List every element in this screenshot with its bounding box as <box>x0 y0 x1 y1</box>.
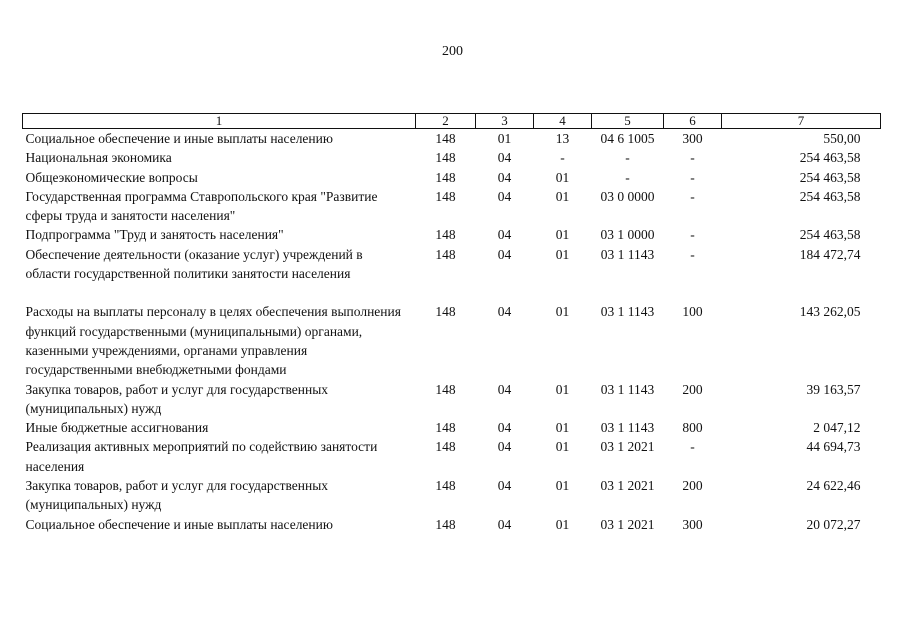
amount-cell: 184 472,74 <box>799 246 861 262</box>
expense-type-cell: - <box>690 150 695 166</box>
column-header: 5 <box>592 114 664 129</box>
chapter-code-cell: 148 <box>435 420 456 436</box>
column-header: 4 <box>534 114 592 129</box>
expense-type-cell: 800 <box>682 420 703 436</box>
table-row <box>23 129 881 149</box>
row-name-cell: Реализация активных мероприятий по содействию занятости населения <box>25 439 378 474</box>
column-header: 7 <box>722 114 881 129</box>
subsection-code-cell: 01 <box>555 381 570 397</box>
column-header: 3 <box>476 114 534 129</box>
subsection-code-cell: 01 <box>555 246 570 262</box>
target-article-cell: 03 1 0000 <box>600 227 655 243</box>
target-article-cell: 03 1 2021 <box>600 439 655 455</box>
expense-type-cell: 100 <box>682 304 703 320</box>
section-code-cell: 04 <box>497 439 512 455</box>
section-code-cell: 04 <box>497 246 512 262</box>
table-row <box>23 380 881 419</box>
amount-cell: 254 463,58 <box>799 188 861 204</box>
section-code-cell: 04 <box>497 188 512 204</box>
chapter-code-cell: 148 <box>435 304 456 320</box>
subsection-code-cell: - <box>560 150 565 166</box>
chapter-code-cell: 148 <box>435 169 456 185</box>
row-name-cell: Закупка товаров, работ и услуг для государственных (муниципальных) нужд <box>25 381 329 416</box>
chapter-code-cell: 148 <box>435 227 456 243</box>
table-body <box>23 129 881 534</box>
expense-type-cell: 200 <box>682 381 703 397</box>
expense-type-cell: 300 <box>682 131 703 146</box>
column-header: 6 <box>664 114 722 129</box>
table-row <box>23 168 881 187</box>
expense-type-cell: 200 <box>682 478 703 494</box>
table-row <box>23 476 881 515</box>
subsection-code-cell: 13 <box>555 131 570 146</box>
target-article-cell: 03 1 1143 <box>600 420 655 436</box>
chapter-code-cell: 148 <box>435 478 456 494</box>
section-code-cell: 04 <box>497 516 512 532</box>
expense-type-cell: - <box>690 188 695 204</box>
row-name-cell: Национальная экономика <box>25 150 172 166</box>
subsection-code-cell: 01 <box>555 227 570 243</box>
expense-type-cell: 300 <box>682 516 703 532</box>
chapter-code-cell: 148 <box>435 516 456 532</box>
table-row <box>23 245 881 303</box>
table-header-row <box>23 114 881 129</box>
target-article-cell: - <box>625 169 630 185</box>
chapter-code-cell: 148 <box>435 246 456 262</box>
chapter-code-cell: 148 <box>435 131 456 146</box>
chapter-code-cell: 148 <box>435 439 456 455</box>
row-name-cell: Обеспечение деятельности (оказание услуг) учреждений в области государственной политики занятости населения <box>25 246 363 282</box>
chapter-code-cell: 148 <box>435 381 456 397</box>
subsection-code-cell: 01 <box>555 304 570 320</box>
section-code-cell: 01 <box>497 131 512 146</box>
target-article-cell: 03 1 1143 <box>600 381 655 397</box>
row-name-cell: Государственная программа Ставропольского края "Развитие сферы труда и занятости населения" <box>25 188 378 224</box>
amount-cell: 254 463,58 <box>799 150 861 166</box>
amount-cell: 44 694,73 <box>806 439 861 455</box>
amount-cell: 20 072,27 <box>806 516 861 532</box>
subsection-code-cell: 01 <box>555 516 570 532</box>
section-code-cell: 04 <box>497 420 512 436</box>
table-row <box>23 187 881 226</box>
expense-type-cell: - <box>690 246 695 262</box>
table-row <box>23 437 881 476</box>
table-row <box>23 225 881 244</box>
amount-cell: 254 463,58 <box>799 227 861 243</box>
table-row <box>23 148 881 167</box>
section-code-cell: 04 <box>497 169 512 185</box>
amount-cell: 39 163,57 <box>806 381 861 397</box>
expense-type-cell: - <box>690 439 695 455</box>
row-name-cell: Иные бюджетные ассигнования <box>25 420 209 436</box>
amount-cell: 254 463,58 <box>799 169 861 185</box>
subsection-code-cell: 01 <box>555 169 570 185</box>
target-article-cell: 03 1 2021 <box>600 478 655 494</box>
expense-type-cell: - <box>690 227 695 243</box>
table-row <box>23 302 881 379</box>
subsection-code-cell: 01 <box>555 188 570 204</box>
section-code-cell: 04 <box>497 478 512 494</box>
row-name-cell: Закупка товаров, работ и услуг для государственных (муниципальных) нужд <box>25 478 329 513</box>
target-article-cell: - <box>625 150 630 166</box>
chapter-code-cell: 148 <box>435 188 456 204</box>
column-header: 2 <box>416 114 476 129</box>
row-name-cell: Социальное обеспечение и иные выплаты населению <box>25 131 333 146</box>
section-code-cell: 04 <box>497 227 512 243</box>
amount-cell: 2 047,12 <box>813 420 861 436</box>
amount-cell: 24 622,46 <box>806 478 861 494</box>
expense-type-cell: - <box>690 169 695 185</box>
amount-cell: 550,00 <box>823 131 861 146</box>
target-article-cell: 03 0 0000 <box>600 188 655 204</box>
target-article-cell: 04 6 1005 <box>600 131 655 146</box>
row-name-cell: Социальное обеспечение и иные выплаты населению <box>25 516 333 532</box>
target-article-cell: 03 1 1143 <box>600 304 655 320</box>
row-name-cell: Общеэкономические вопросы <box>25 169 198 185</box>
section-code-cell: 04 <box>497 381 512 397</box>
target-article-cell: 03 1 1143 <box>600 246 655 262</box>
subsection-code-cell: 01 <box>555 439 570 455</box>
target-article-cell: 03 1 2021 <box>600 516 655 532</box>
subsection-code-cell: 01 <box>555 420 570 436</box>
table-row <box>23 515 881 534</box>
amount-cell: 143 262,05 <box>799 304 861 320</box>
section-code-cell: 04 <box>497 150 512 166</box>
subsection-code-cell: 01 <box>555 478 570 494</box>
section-code-cell: 04 <box>497 304 512 320</box>
budget-table <box>22 113 881 534</box>
table-row <box>23 418 881 437</box>
column-header: 1 <box>23 114 416 129</box>
page-number: 200 <box>442 44 463 59</box>
chapter-code-cell: 148 <box>435 150 456 166</box>
row-name-cell: Расходы на выплаты персоналу в целях обеспечения выполнения функций государственными (муниципальными) органами, казенными учреждениями, органами управления государственными внебюджетными фондами <box>25 304 401 378</box>
row-name-cell: Подпрограмма "Труд и занятость населения" <box>25 227 284 243</box>
